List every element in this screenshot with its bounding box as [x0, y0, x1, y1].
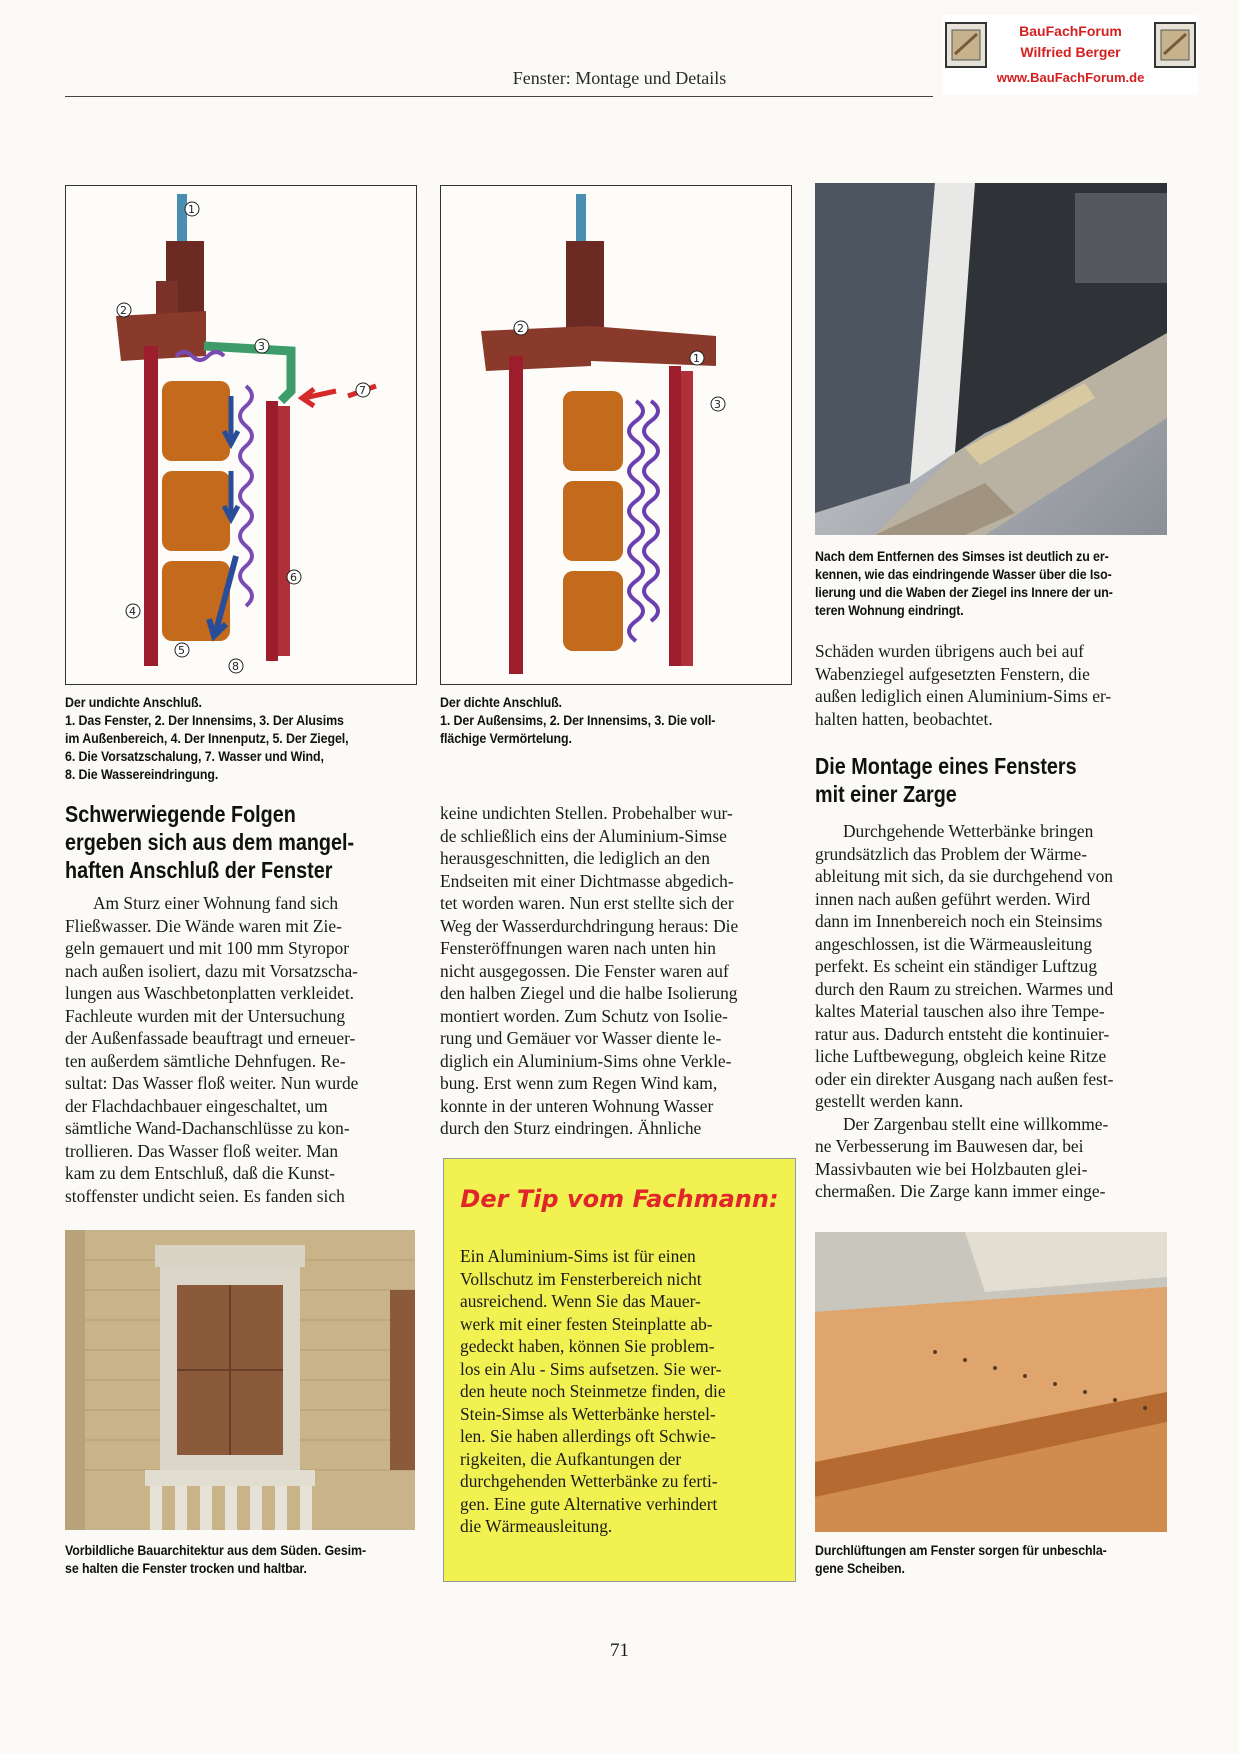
caption-title: Der undichte Anschluß.	[65, 695, 202, 710]
label-2: 2	[517, 322, 524, 335]
diagram-sealed-connection	[441, 186, 791, 684]
photo-removed-sill	[815, 183, 1167, 535]
figure-dichter-anschluss	[440, 185, 792, 685]
brand-stamp	[943, 15, 1198, 95]
label-3: 3	[714, 398, 721, 411]
tip-text: Ein Aluminium-Sims ist für einen Vollschutz im Fensterbereich nicht ausreichend. Wenn Sie das Mauer- werk mit einer festen Steinplatte ab- gedeckt haben, können Sie problem- los ein Alu - Sims aufsetzen. Sie wer- den heute noch Steinmetze finden, die Stein-Simse als Wetterbänke herstel- len. Sie haben allerdings oft Schwie- rigkeiten, die Aufkantungen der durchgehenden Wetterbänke zu ferti- gen. Eine gute Alternative verhindert die Wärmeausleitung.	[460, 1246, 726, 1536]
photo-facade	[65, 1230, 415, 1530]
page-number: 71	[610, 1640, 629, 1661]
label-7: 7	[359, 384, 366, 397]
label-2: 2	[120, 304, 127, 317]
article2-body: Durchgehende Wetterbänke bringen grundsätzlich das Problem der Wärme- ableitung mit sich, da sie durchgehend von innen nach außen geführt werden. Wird dann im Innenbereich noch ein Steinsims angeschlossen, ist die Wärmeausleitung perfekt. Es scheint ein ständiger Luftzug durch den Raum zu streichen. Warmes und kaltes Material tauschen also ihre Tempe- ratur aus. Dadurch entsteht die kontinuier- liche Luftbewegung, obgleich keine Ritze oder ein direkter Ausgang nach außen fest- gestellt werden kann. Der Zargenbau stellt eine willkomme- ne Verbesserung im Bauwesen dar, bei Massivbauten wie bei Holzbauten glei- chermaßen. Die Zarge kann immer einge-	[815, 821, 1114, 1201]
article1-col1: Am Sturz einer Wohnung fand sich Fließwasser. Die Wände waren mit Zie- geln gemauert und mit 100 mm Styropor nach außen isoliert, dazu mit Vorsatzscha- lungen aus Waschbetonplatten verkleidet. Fachleute wurden mit der Untersuchung der Außenfassade beauftragt und erneuer- ten außerdem sämtliche Dehnfugen. Re- sultat: Das Wasser floß weiter. Nun wurde der Flachdachbauer eingeschaltet, um sämtliche Wand-Dachanschlüsse zu kon- trollieren. Das Wasser floß weiter. Man kam zu dem Entschluß, daß die Kunst- stoffenster undicht seien. Es fanden sich	[65, 893, 359, 1206]
caption-facade: Vorbildliche Bauarchitektur aus dem Süden. Gesim- se halten die Fenster trocken und haltbar.	[65, 1543, 367, 1576]
label-1: 1	[188, 203, 195, 216]
tip-box	[443, 1158, 796, 1582]
label-3: 3	[258, 340, 265, 353]
brand-owner: Wilfried Berger	[1020, 44, 1121, 60]
caption-undichter-anschluss: Der undichte Anschluß. 1. Das Fenster, 2. Der Innensims, 3. Der Alusims im Außenbereich, 4. Der Innenputz, 5. Der Ziegel, 6. Die Vorsatzschalung, 7. Wasser und Wind, 8. Die Wassereindringung.	[65, 694, 415, 784]
label-4: 4	[129, 605, 136, 618]
caption-dichter-anschluss: Der dichte Anschluß. 1. Der Außensims, 2. Der Innensims, 3. Die voll- flächige Vermörtelung.	[440, 694, 771, 748]
article1-col2: keine undichten Stellen. Probehalber wur- de schließlich eins der Aluminium-Simse herausgeschnitten, die lediglich an den Endseiten mit einer Dichtmasse abgedich- tet worden waren. Nun erst stellte sich der Weg der Wasserdurchdringung heraus: Die Fensteröffnungen waren nach unten hin nicht ausgegossen. Die Fenster waren auf den halben Ziegel und die halbe Isolierung montiert worden. Zum Schutz von Isolie- rung und Gemäuer vor Wasser diente le- diglich ein Aluminium-Sims ohne Verkle- bung. Erst wenn zum Regen Wind kam, konnte in der unteren Wohnung Wasser durch den Sturz eindringen. Ähnliche	[440, 803, 739, 1138]
header-rule	[65, 96, 933, 97]
running-header: Fenster: Montage und Details	[512, 68, 727, 88]
article2-heading: Die Montage eines Fensters mit einer Zarge	[815, 753, 1077, 807]
brand-name: BauFachForum	[1019, 23, 1122, 39]
brand-logo-right	[1154, 22, 1196, 68]
caption-title: Der dichte Anschluß.	[440, 695, 562, 710]
photo-wooden-sill	[815, 1232, 1167, 1532]
label-6: 6	[290, 571, 297, 584]
article1-col3: Schäden wurden übrigens auch bei auf Wabenziegel aufgesetzten Fenstern, die außen lediglich einen Aluminium-Sims er- halten hatten, beobachtet.	[815, 641, 1112, 729]
caption-wooden-sill: Durchlüftungen am Fenster sorgen für unbeschla- gene Scheiben.	[815, 1543, 1107, 1576]
label-8: 8	[232, 660, 239, 673]
figure-undichter-anschluss	[65, 185, 417, 685]
article1-heading: Schwerwiegende Folgen ergeben sich aus dem mangel- haften Anschluß der Fenster	[65, 801, 355, 883]
tip-title: Der Tip vom Fachmann:	[460, 1185, 779, 1213]
diagram-leaky-connection	[66, 186, 416, 684]
label-1: 1	[693, 352, 700, 365]
brand-url[interactable]: www.BauFachForum.de	[996, 70, 1145, 85]
brand-logo-left	[945, 22, 987, 68]
label-5: 5	[178, 644, 185, 657]
caption-removed-sill: Nach dem Entfernen des Simses ist deutlich zu er- kennen, wie das eindringende Wasser über die Iso- lierung und die Waben der Ziegel ins Innere der un- teren Wohnung eindringt.	[815, 549, 1113, 618]
